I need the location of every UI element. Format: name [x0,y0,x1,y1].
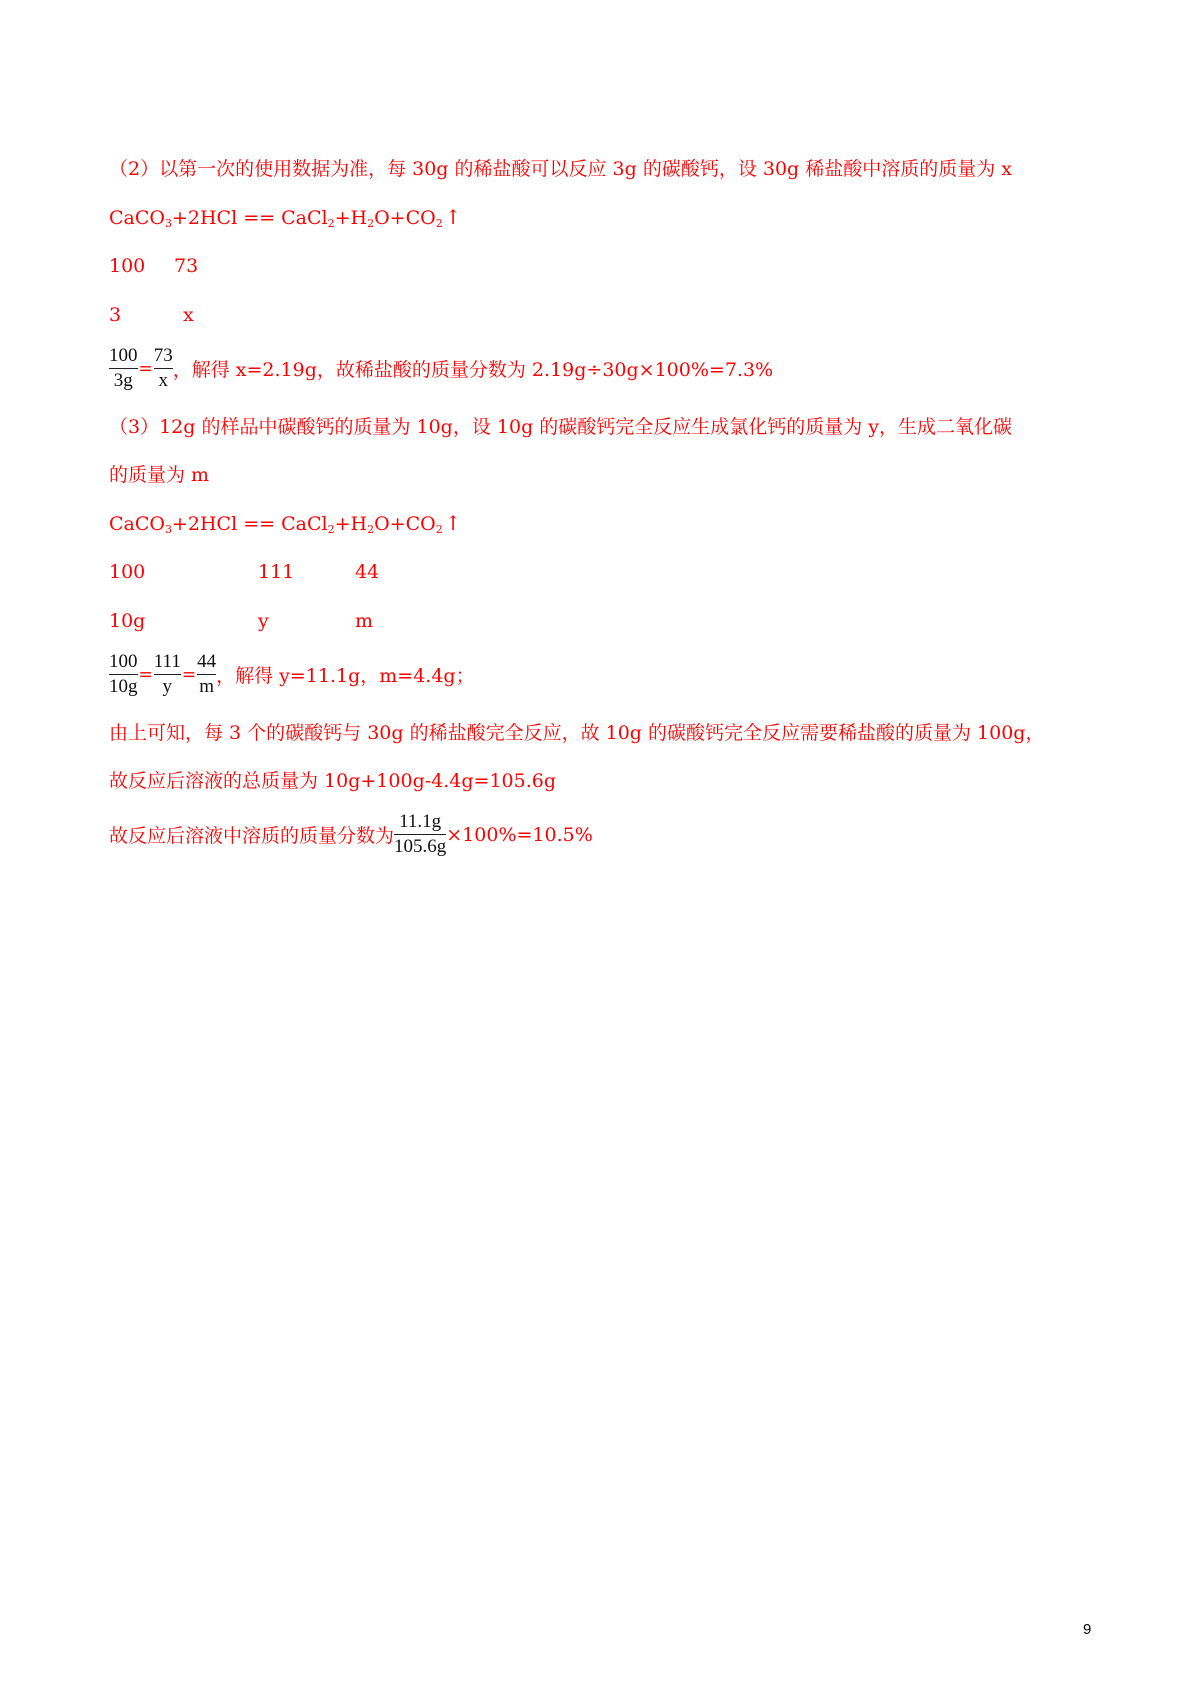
q2-intro: （2）以第一次的使用数据为准，每 30g 的稀盐酸可以反应 3g 的碳酸钙，设 30g 稀盐酸中溶质的质量为 x [109,158,1013,180]
q2-chemical-equation: CaCO$_3$+2HCl == $CaCl_2+H_2O+CO_2$ ↑ [109,205,462,230]
q3-result: ，解得 y=11.1g，m=4.4g； [216,665,475,687]
q3-intro-line1: （3）12g 的样品中碳酸钙的质量为 10g，设 10g 的碳酸钙完全反应生成氯化钙的质量为 y，生成二氧化碳 [109,416,1013,438]
q2-unknown-x: x [183,304,194,326]
q3-chemical-equation: CaCO$_3$+2HCl == $CaCl_2+H_2O+CO_2$ ↑ [109,511,462,536]
q2-molar-mass-caco3: 100 [109,255,146,277]
q3-fraction-1: $\frac{100}{10g}$ [109,651,138,697]
q3-final-fraction: $\frac{11.1g}{105.6g}$ [394,811,447,857]
q3-unknown-y: y [258,610,269,632]
q3-intro-line2: 的质量为 m [109,464,210,486]
q3-fraction-3: $\frac{44}{m}$ [197,651,217,697]
q2-proportion: $\frac{100}{3g}$ = $\frac{73}{x}$ ，解得 x=2.19g，故稀盐酸的质量分数为 2.19g÷30g×100%=7.3% [109,345,774,391]
q3-unknown-m: m [355,610,374,632]
q3-final-answer: 故反应后溶液中溶质的质量分数为 $\frac{11.1g}{105.6g}$ ×100%=10.5% [109,811,593,857]
gas-arrow-icon: ↑ [444,205,462,229]
q3-conclusion-line1: 由上可知，每 3 个的碳酸钙与 30g 的稀盐酸完全反应，故 10g 的碳酸钙完全反应需要稀盐酸的质量为 100g， [109,722,1045,744]
q3-proportion: $\frac{100}{10g}$ = $\frac{111}{y}$ = $\frac{44}{m}$ ，解得 y=11.1g，m=4.4g； [109,651,475,697]
q3-given-caco3: 10g [109,610,146,632]
q3-molar-mass-caco3: 100 [109,561,146,583]
q2-fraction-1: $\frac{100}{3g}$ [109,345,138,391]
q3-conclusion-line2: 故反应后溶液的总质量为 10g+100g-4.4g=105.6g [109,770,557,792]
q3-fraction-2: $\frac{111}{y}$ [153,651,181,697]
q2-fraction-2: $\frac{73}{x}$ [153,345,173,391]
gas-arrow-icon: ↑ [444,511,462,535]
q3-molar-mass-co2: 44 [355,561,380,583]
q2-result: ，解得 x=2.19g，故稀盐酸的质量分数为 2.19g÷30g×100%=7.3% [172,359,774,381]
q2-given-caco3: 3 [109,304,122,326]
q2-molar-mass-hcl: 73 [174,255,199,277]
page-number: 9 [1083,1621,1092,1638]
q3-molar-mass-cacl2: 111 [258,561,295,583]
